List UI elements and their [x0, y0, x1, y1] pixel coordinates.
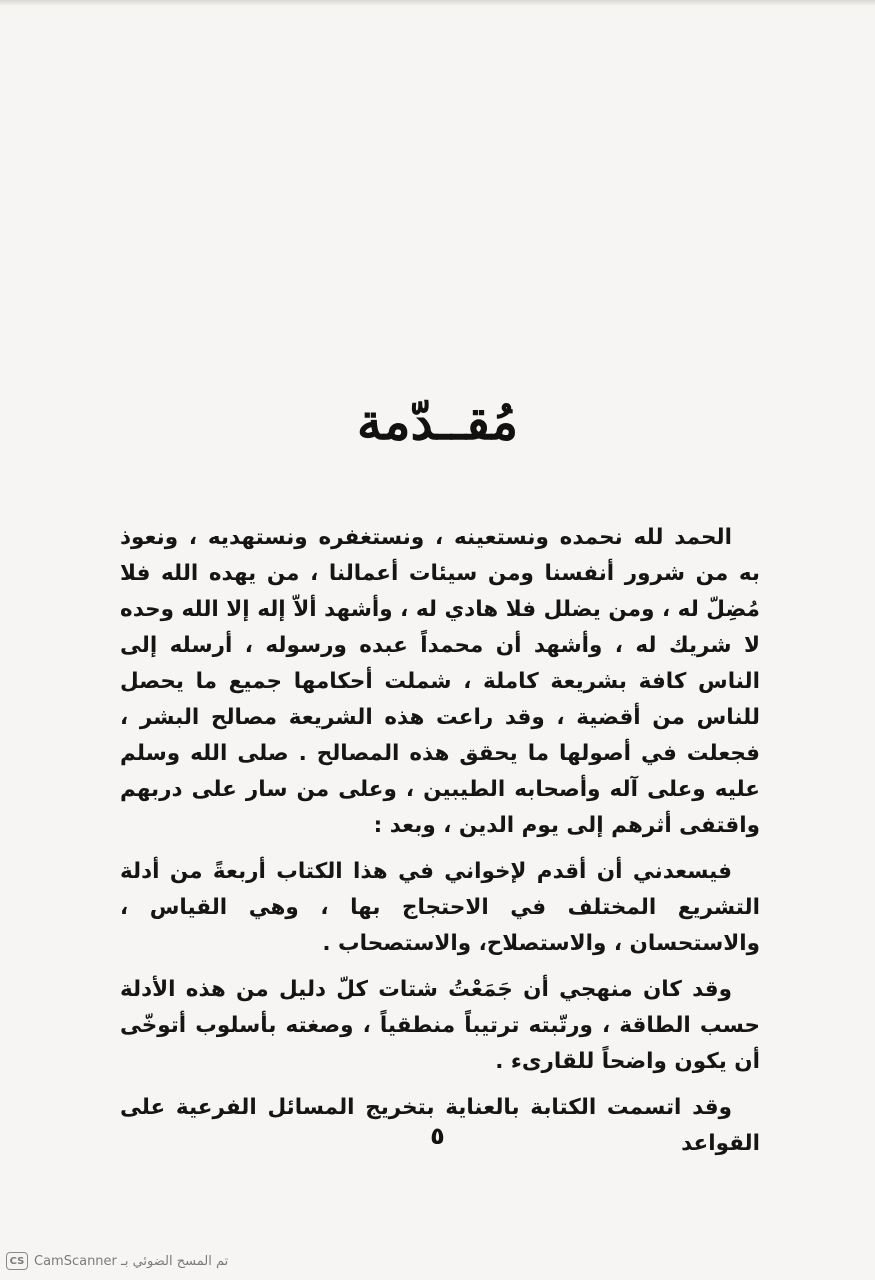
- paragraph-2: فيسعدني أن أقدم لإخواني في هذا الكتاب أربعةً من أدلة التشريع المختلف في الاحتجاج بها ، وهي القياس ، والاستحسان ، والاستصلاح، والاستصحاب .: [120, 859, 760, 956]
- scanner-watermark: [6, 1250, 228, 1272]
- paragraph-3: وقد كان منهجي أن جَمَعْتُ شتات كلّ دليل من هذه الأدلة حسب الطاقة ، ورتّبته ترتيباً منطقياً ، وصغته بأسلوب أتوخّى أن يكون واضحاً للقارىء .: [120, 977, 760, 1074]
- page-number: ٥: [430, 1122, 445, 1150]
- watermark-text: تم المسح الضوئي بـ CamScanner: [34, 1253, 229, 1269]
- paragraph-1: الحمد لله نحمده ونستعينه ، ونستغفره ونستهديه ، ونعوذ به من شرور أنفسنا ومن سيئات أعمالنا ، من يهده الله فلا مُضِلّ له ، ومن يضلل فلا هادي له ، وأشهد ألاّ إله إلا الله وحده لا شريك له ، وأشهد أن محمداً عبده ورسوله ، أرسله إلى الناس كافة بشريعة كاملة ، شملت أحكامها جميع ما يحصل للناس من أقضية ، وقد راعت هذه الشريعة مصالح البشر ، فجعلت في أصولها ما يحقق هذه المصالح . صلى الله وسلم عليه وعلى آله وأصحابه الطيبين ، وعلى من سار على دربهم واقتفى أثرهم إلى يوم الدين ، وبعد :: [120, 525, 760, 838]
- page-title: مُقــدّمة: [356, 392, 519, 451]
- camscanner-logo-icon: CS: [6, 1252, 28, 1270]
- body-text: [120, 520, 760, 1172]
- paragraph-4: وقد اتسمت الكتابة بالعناية بتخريج المسائل الفرعية على القواعد: [120, 1095, 760, 1156]
